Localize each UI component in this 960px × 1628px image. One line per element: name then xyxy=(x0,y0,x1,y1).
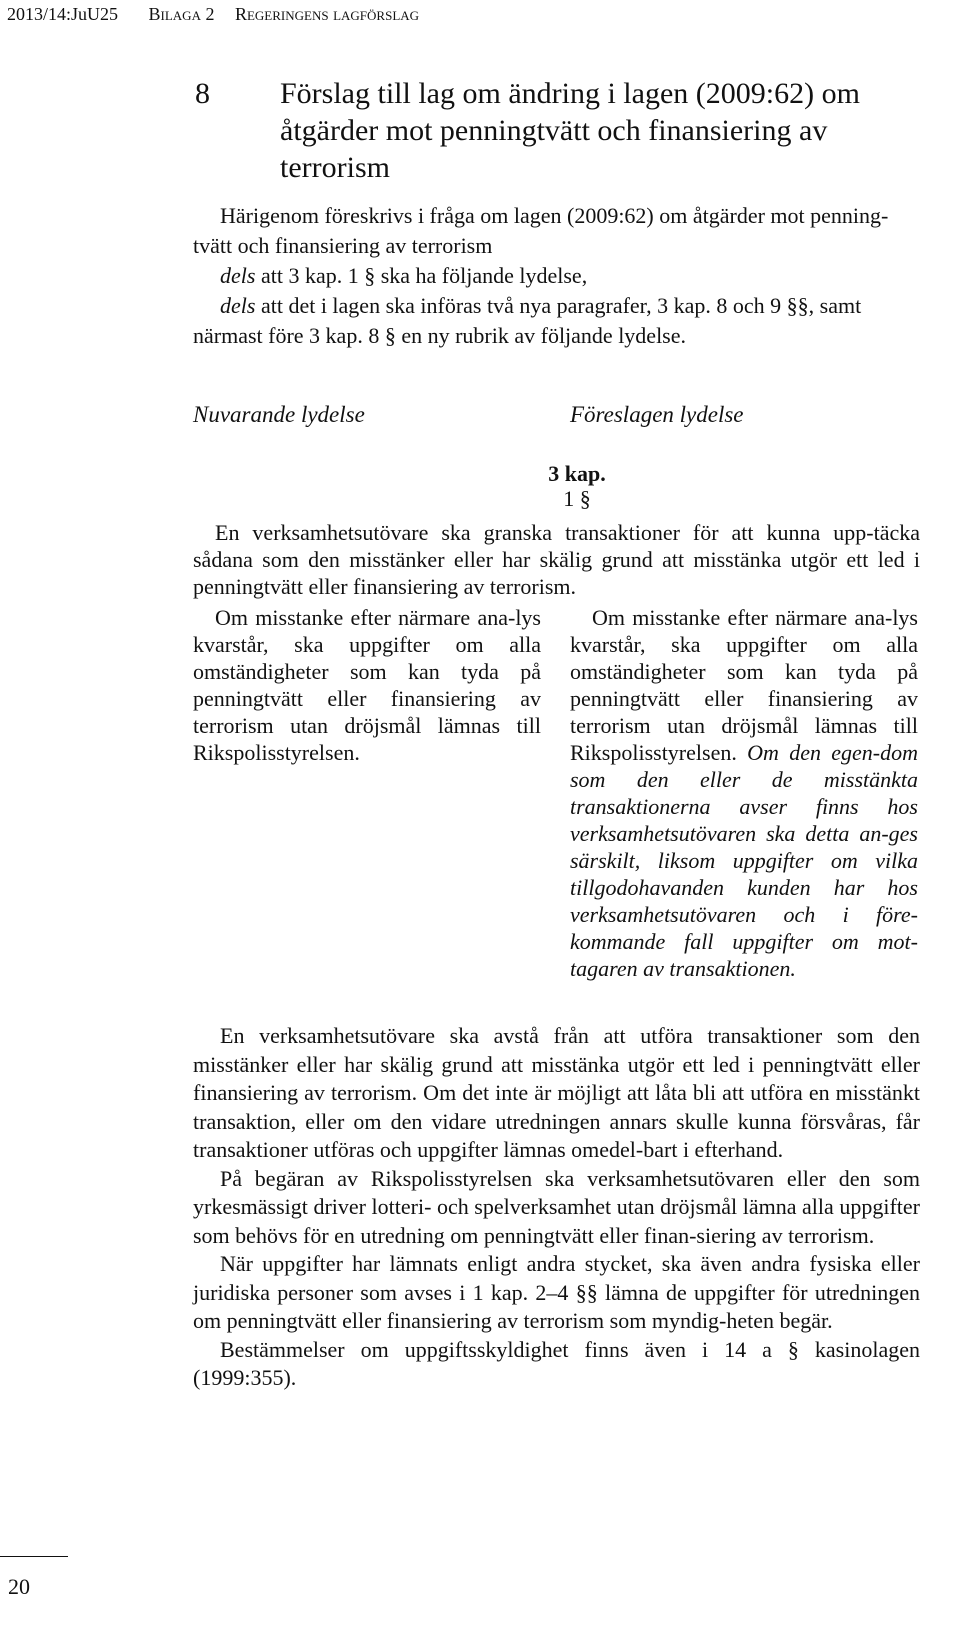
body-paragraph: Bestämmelser om uppgiftsskyldighet finns även i 14 a § kasinolagen (1999:355). xyxy=(193,1336,920,1390)
dels-word: dels xyxy=(220,263,256,288)
dels-text: att det i lagen ska införas två nya paragrafer, 3 kap. 8 och 9 §§, samt närmast före 3 kap. 8 § en ny rubrik av följande lydelse. xyxy=(193,293,862,348)
chapter-label: 3 kap. xyxy=(548,461,606,486)
proposed-wording-base: Om misstanke efter närmare ana-lys kvarstår, ska uppgifter om alla omständigheter som kan tyda på penningtvätt eller finansiering av terrorism utan dröjsmål lämnas till Rikspolisstyrelsen. xyxy=(570,605,918,765)
dels-clause-1 xyxy=(193,261,920,291)
body-text xyxy=(193,1022,920,1393)
current-wording-heading: Nuvarande lydelse xyxy=(193,402,365,427)
document-reference: 2013/14:JuU25 xyxy=(7,4,119,24)
dels-word: dels xyxy=(220,293,256,318)
intro-text xyxy=(193,201,920,351)
footer-rule xyxy=(0,1556,68,1557)
dels-text: att 3 kap. 1 § ska ha följande lydelse, xyxy=(255,263,588,288)
proposed-wording-heading: Föreslagen lydelse xyxy=(570,402,744,427)
page-number: 20 xyxy=(8,1574,30,1599)
current-wording-text: Om misstanke efter närmare ana-lys kvarstår, ska uppgifter om alla omständigheter som kan tyda på penningtvätt eller finansiering av terrorism utan dröjsmål lämnas till Rikspolisstyrelsen. xyxy=(193,605,541,765)
section-label: Regeringens lagförslag xyxy=(234,4,420,24)
appendix-label: Bilaga 2 xyxy=(148,4,215,24)
body-paragraph: När uppgifter har lämnats enligt andra stycket, ska även andra fysiska eller juridiska personer som avses i 1 kap. 2–4 §§ lämna de uppgifter för utredningen om penningtvätt eller finansiering av terrorism som myndig-heten begär. xyxy=(193,1251,920,1333)
paragraph-label: 1 § xyxy=(563,486,591,511)
first-paragraph: En verksamhetsutövare ska granska transaktioner för att kunna upp-täcka sådana som den misstänker eller har skälig grund att misstänka utgör ett led i penningtvätt eller finansiering av terrorism. xyxy=(193,520,920,599)
dels-clause-2 xyxy=(193,291,920,351)
intro-line: Härigenom föreskrivs i fråga om lagen (2009:62) om åtgärder mot penning-tvätt och finansiering av terrorism xyxy=(193,203,889,258)
section-title: Förslag till lag om ändring i lagen (2009:62) om åtgärder mot penningtvätt och finansiering av terrorism xyxy=(280,77,860,184)
body-paragraph: En verksamhetsutövare ska avstå från att utföra transaktioner som den misstänker eller har skälig grund att misstänka utgör ett led i penningtvätt eller finansiering av terrorism. Om det inte är möjligt att låta bli att utföra en misstänkt transaktion, eller om den vidare utredningen annars skulle kunna försvåras, får transaktioner utföras och uppgifter lämnas omedel-bart i efterhand. xyxy=(193,1023,920,1162)
proposed-wording-text xyxy=(570,604,918,982)
section-number: 8 xyxy=(195,77,210,110)
body-paragraph: På begäran av Rikspolisstyrelsen ska verksamhetsutövaren eller den som yrkesmässigt driver lotteri- och spelverksamhet utan dröjsmål lämna alla uppgifter som behövs för en utredning om penningtvätt eller finan-siering av terrorism. xyxy=(193,1165,920,1248)
proposed-wording-column xyxy=(570,604,918,982)
proposed-wording-addition: Om den egen-dom som den eller de misstänkta transaktionerna avser finns hos verksamhetsutövaren ska detta an-ges särskilt, liksom uppgifter om vilka tillgodohavanden kunden har hos verksamhetsutövaren och i före-kommande fall uppgifter om mot-tagaren av transaktionen. xyxy=(570,740,918,981)
current-wording-column xyxy=(193,604,541,766)
running-header xyxy=(7,4,907,25)
